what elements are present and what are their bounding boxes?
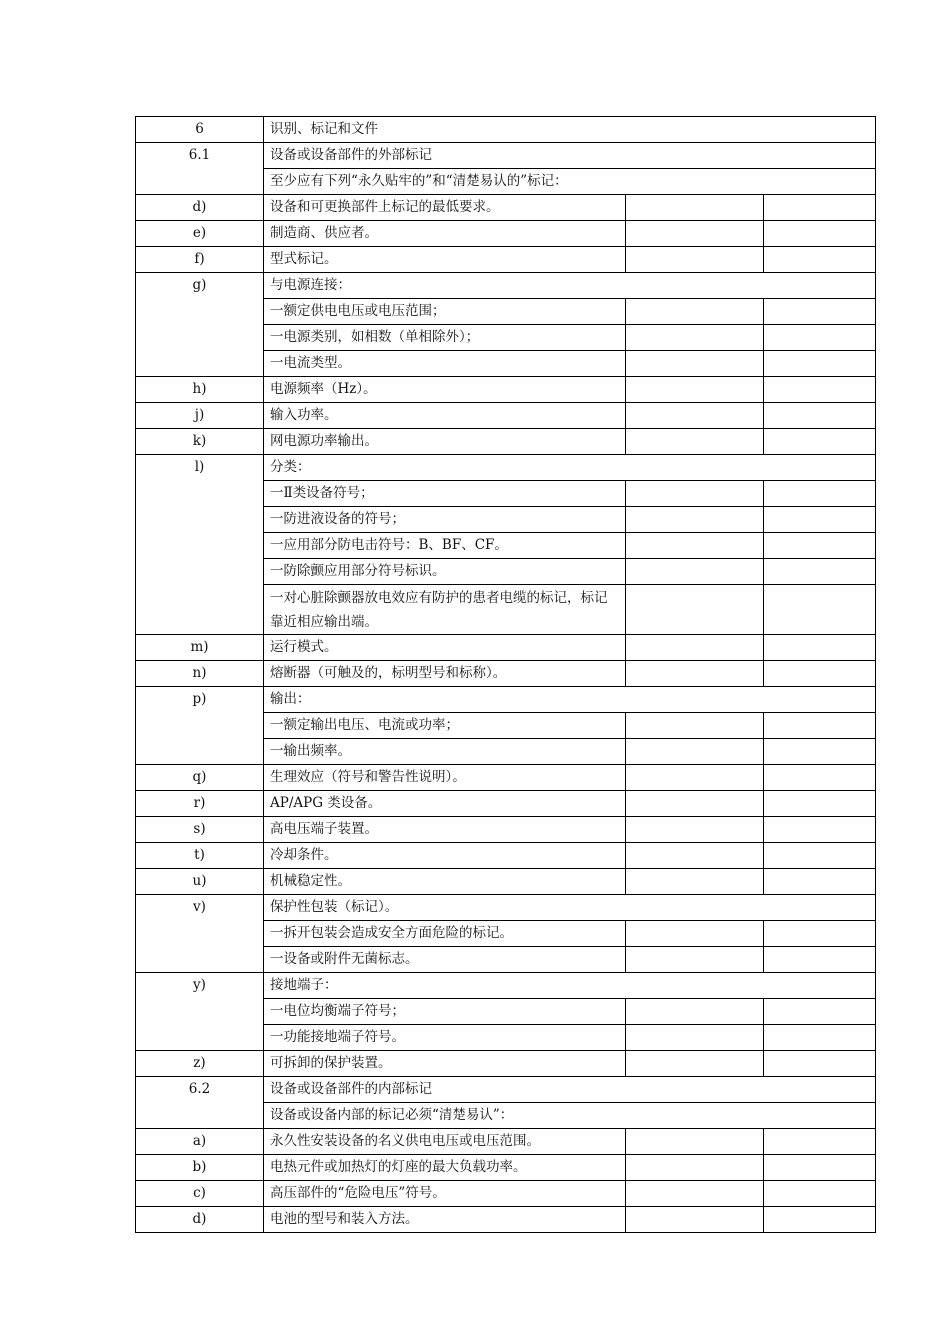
requirement-text-cell: 设备和可更换部件上标记的最低要求。 bbox=[264, 195, 626, 221]
requirement-text-cell: 一Ⅱ类设备符号； bbox=[264, 481, 626, 507]
result-cell[interactable] bbox=[626, 507, 764, 533]
result-cell[interactable] bbox=[626, 947, 764, 973]
remark-cell[interactable] bbox=[764, 1207, 876, 1233]
requirement-text-cell: 一功能接地端子符号。 bbox=[264, 1025, 626, 1051]
requirement-text-cell: 至少应有下列“永久贴牢的”和“清楚易认的”标记： bbox=[264, 169, 876, 195]
table-row bbox=[136, 1155, 876, 1181]
result-cell[interactable] bbox=[626, 585, 764, 635]
result-cell[interactable] bbox=[626, 559, 764, 585]
requirement-text-cell: 一设备或附件无菌标志。 bbox=[264, 947, 626, 973]
requirement-text-cell: 一应用部分防电击符号：B、BF、CF。 bbox=[264, 533, 626, 559]
marking-requirements-sheet bbox=[135, 116, 875, 1233]
remark-cell[interactable] bbox=[764, 921, 876, 947]
table-row bbox=[136, 895, 876, 921]
result-cell[interactable] bbox=[626, 1051, 764, 1077]
requirement-text-cell: 一输出频率。 bbox=[264, 739, 626, 765]
remark-cell[interactable] bbox=[764, 661, 876, 687]
requirement-text-cell: 永久性安装设备的名义供电电压或电压范围。 bbox=[264, 1129, 626, 1155]
requirement-text-cell: 电池的型号和装入方法。 bbox=[264, 1207, 626, 1233]
item-number-cell: n) bbox=[136, 661, 264, 687]
result-cell[interactable] bbox=[626, 869, 764, 895]
requirement-text-cell: 电热元件或加热灯的灯座的最大负载功率。 bbox=[264, 1155, 626, 1181]
remark-cell[interactable] bbox=[764, 713, 876, 739]
result-cell[interactable] bbox=[626, 299, 764, 325]
remark-cell[interactable] bbox=[764, 403, 876, 429]
table-row bbox=[136, 221, 876, 247]
item-number-cell: 6.1 bbox=[136, 143, 264, 195]
remark-cell[interactable] bbox=[764, 559, 876, 585]
marking-requirements-table bbox=[135, 116, 876, 1233]
requirement-text-cell: 设备或设备部件的内部标记 bbox=[264, 1077, 876, 1103]
result-cell[interactable] bbox=[626, 843, 764, 869]
requirement-text-cell: 一额定输出电压、电流或功率； bbox=[264, 713, 626, 739]
remark-cell[interactable] bbox=[764, 325, 876, 351]
requirement-text-cell: 可拆卸的保护装置。 bbox=[264, 1051, 626, 1077]
item-number-cell: k) bbox=[136, 429, 264, 455]
item-number-cell: c) bbox=[136, 1181, 264, 1207]
table-body bbox=[136, 117, 876, 1233]
remark-cell[interactable] bbox=[764, 195, 876, 221]
requirement-text-cell: AP/APG 类设备。 bbox=[264, 791, 626, 817]
result-cell[interactable] bbox=[626, 1155, 764, 1181]
table-row bbox=[136, 403, 876, 429]
result-cell[interactable] bbox=[626, 403, 764, 429]
table-row bbox=[136, 635, 876, 661]
requirement-text-cell: 型式标记。 bbox=[264, 247, 626, 273]
table-row bbox=[136, 765, 876, 791]
remark-cell[interactable] bbox=[764, 299, 876, 325]
requirement-text-cell: 分类： bbox=[264, 455, 876, 481]
requirement-text-cell: 网电源功率输出。 bbox=[264, 429, 626, 455]
table-row bbox=[136, 1207, 876, 1233]
requirement-text-cell: 一电流类型。 bbox=[264, 351, 626, 377]
requirement-text-cell: 制造商、供应者。 bbox=[264, 221, 626, 247]
table-row bbox=[136, 817, 876, 843]
requirement-text-cell: 一电源类别，如相数（单相除外）； bbox=[264, 325, 626, 351]
result-cell[interactable] bbox=[626, 921, 764, 947]
requirement-text-cell: 一对心脏除颤器放电效应有防护的患者电缆的标记，标记靠近相应输出端。 bbox=[264, 585, 626, 635]
remark-cell[interactable] bbox=[764, 351, 876, 377]
result-cell[interactable] bbox=[626, 791, 764, 817]
table-row bbox=[136, 1181, 876, 1207]
result-cell[interactable] bbox=[626, 195, 764, 221]
result-cell[interactable] bbox=[626, 351, 764, 377]
item-number-cell: 6.2 bbox=[136, 1077, 264, 1129]
requirement-text-cell: 熔断器（可触及的，标明型号和标称）。 bbox=[264, 661, 626, 687]
item-number-cell: r) bbox=[136, 791, 264, 817]
result-cell[interactable] bbox=[626, 247, 764, 273]
table-row bbox=[136, 791, 876, 817]
table-row bbox=[136, 661, 876, 687]
item-number-cell: a) bbox=[136, 1129, 264, 1155]
item-number-cell: e) bbox=[136, 221, 264, 247]
remark-cell[interactable] bbox=[764, 791, 876, 817]
result-cell[interactable] bbox=[626, 661, 764, 687]
result-cell[interactable] bbox=[626, 765, 764, 791]
table-row bbox=[136, 1051, 876, 1077]
item-number-cell: z) bbox=[136, 1051, 264, 1077]
table-row bbox=[136, 1077, 876, 1103]
result-cell[interactable] bbox=[626, 817, 764, 843]
table-row bbox=[136, 117, 876, 143]
table-row bbox=[136, 247, 876, 273]
requirement-text-cell: 高电压端子装置。 bbox=[264, 817, 626, 843]
result-cell[interactable] bbox=[626, 1207, 764, 1233]
result-cell[interactable] bbox=[626, 999, 764, 1025]
remark-cell[interactable] bbox=[764, 947, 876, 973]
item-number-cell: u) bbox=[136, 869, 264, 895]
remark-cell[interactable] bbox=[764, 843, 876, 869]
result-cell[interactable] bbox=[626, 377, 764, 403]
item-number-cell: m) bbox=[136, 635, 264, 661]
remark-cell[interactable] bbox=[764, 585, 876, 635]
item-number-cell: f) bbox=[136, 247, 264, 273]
item-number-cell: g) bbox=[136, 273, 264, 377]
remark-cell[interactable] bbox=[764, 1025, 876, 1051]
remark-cell[interactable] bbox=[764, 765, 876, 791]
item-number-cell: l) bbox=[136, 455, 264, 635]
item-number-cell: d) bbox=[136, 195, 264, 221]
item-number-cell: p) bbox=[136, 687, 264, 765]
remark-cell[interactable] bbox=[764, 429, 876, 455]
requirement-text-cell: 运行模式。 bbox=[264, 635, 626, 661]
requirement-text-cell: 一拆开包装会造成安全方面危险的标记。 bbox=[264, 921, 626, 947]
requirement-text-cell: 设备或设备内部的标记必须“清楚易认”： bbox=[264, 1103, 876, 1129]
result-cell[interactable] bbox=[626, 325, 764, 351]
remark-cell[interactable] bbox=[764, 739, 876, 765]
result-cell[interactable] bbox=[626, 1129, 764, 1155]
table-row bbox=[136, 843, 876, 869]
item-number-cell: s) bbox=[136, 817, 264, 843]
result-cell[interactable] bbox=[626, 635, 764, 661]
remark-cell[interactable] bbox=[764, 817, 876, 843]
remark-cell[interactable] bbox=[764, 1155, 876, 1181]
requirement-text-cell: 接地端子： bbox=[264, 973, 876, 999]
item-number-cell: y) bbox=[136, 973, 264, 1051]
requirement-text-cell: 一防除颤应用部分符号标识。 bbox=[264, 559, 626, 585]
table-row bbox=[136, 973, 876, 999]
remark-cell[interactable] bbox=[764, 635, 876, 661]
requirement-text-cell: 电源频率（Hz）。 bbox=[264, 377, 626, 403]
requirement-text-cell: 一电位均衡端子符号； bbox=[264, 999, 626, 1025]
remark-cell[interactable] bbox=[764, 999, 876, 1025]
remark-cell[interactable] bbox=[764, 533, 876, 559]
table-row bbox=[136, 273, 876, 299]
result-cell[interactable] bbox=[626, 429, 764, 455]
remark-cell[interactable] bbox=[764, 1181, 876, 1207]
result-cell[interactable] bbox=[626, 221, 764, 247]
requirement-text-cell: 设备或设备部件的外部标记 bbox=[264, 143, 876, 169]
remark-cell[interactable] bbox=[764, 1129, 876, 1155]
item-number-cell: b) bbox=[136, 1155, 264, 1181]
requirement-text-cell: 输出： bbox=[264, 687, 876, 713]
result-cell[interactable] bbox=[626, 533, 764, 559]
item-number-cell: j) bbox=[136, 403, 264, 429]
result-cell[interactable] bbox=[626, 1181, 764, 1207]
remark-cell[interactable] bbox=[764, 507, 876, 533]
requirement-text-cell: 识别、标记和文件 bbox=[264, 117, 876, 143]
requirement-text-cell: 保护性包装（标记）。 bbox=[264, 895, 876, 921]
requirement-text-cell: 输入功率。 bbox=[264, 403, 626, 429]
remark-cell[interactable] bbox=[764, 377, 876, 403]
requirement-text-cell: 一防进液设备的符号； bbox=[264, 507, 626, 533]
item-number-cell: t) bbox=[136, 843, 264, 869]
item-number-cell: 6 bbox=[136, 117, 264, 143]
requirement-text-cell: 冷却条件。 bbox=[264, 843, 626, 869]
item-number-cell: v) bbox=[136, 895, 264, 973]
requirement-text-cell: 一额定供电电压或电压范围； bbox=[264, 299, 626, 325]
table-row bbox=[136, 377, 876, 403]
item-number-cell: h) bbox=[136, 377, 264, 403]
requirement-text-cell: 机械稳定性。 bbox=[264, 869, 626, 895]
result-cell[interactable] bbox=[626, 739, 764, 765]
table-row bbox=[136, 1129, 876, 1155]
result-cell[interactable] bbox=[626, 713, 764, 739]
remark-cell[interactable] bbox=[764, 481, 876, 507]
table-row bbox=[136, 143, 876, 169]
requirement-text-cell: 生理效应（符号和警告性说明）。 bbox=[264, 765, 626, 791]
result-cell[interactable] bbox=[626, 1025, 764, 1051]
table-row bbox=[136, 195, 876, 221]
remark-cell[interactable] bbox=[764, 221, 876, 247]
item-number-cell: d) bbox=[136, 1207, 264, 1233]
table-row bbox=[136, 429, 876, 455]
table-row bbox=[136, 455, 876, 481]
result-cell[interactable] bbox=[626, 481, 764, 507]
remark-cell[interactable] bbox=[764, 1051, 876, 1077]
table-row bbox=[136, 687, 876, 713]
table-row bbox=[136, 869, 876, 895]
item-number-cell: q) bbox=[136, 765, 264, 791]
remark-cell[interactable] bbox=[764, 869, 876, 895]
remark-cell[interactable] bbox=[764, 247, 876, 273]
requirement-text-cell: 高压部件的“危险电压”符号。 bbox=[264, 1181, 626, 1207]
requirement-text-cell: 与电源连接： bbox=[264, 273, 876, 299]
